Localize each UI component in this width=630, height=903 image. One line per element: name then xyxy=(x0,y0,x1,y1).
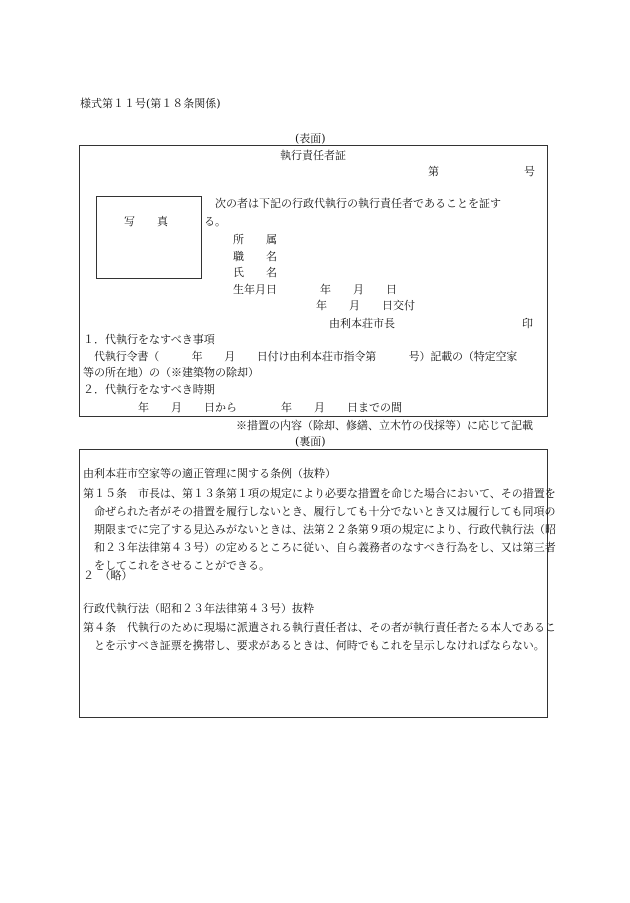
statement-line-2: る。 xyxy=(204,215,226,228)
form-number: 様式第１１号(第１８条関係) xyxy=(80,97,221,110)
ordinance-item-2: ２ （略） xyxy=(83,569,133,582)
note: ※措置の内容（除却、修繕、立木竹の伐採等）に応じて記載 xyxy=(236,419,533,432)
field-position: 職 名 xyxy=(233,250,277,263)
statement-line-1: 次の者は下記の行政代執行の執行責任者であることを証す xyxy=(215,197,501,210)
item2-heading: ２．代執行をなすべき時期 xyxy=(83,383,215,396)
number-suffix: 号 xyxy=(524,165,535,178)
birthdate-value: 年 月 日 xyxy=(287,283,397,296)
card-title: 執行責任者証 xyxy=(280,149,346,162)
article-15: 第１５条 市長は、第１３条第１項の規定により必要な措置を命じた場合において、その措置を命ぜられた者がその措置を履行しないとき、履行しても十分でないとき又は履行しても同項の期限までに完了する見込みがないときは、法第２２条第９項の規定により、行政代執行法（昭和２３年法律第４３号）の定めるところに従い、自ら義務者のなすべき行為をし、又は第三者をしてこれをさせることができる。 xyxy=(83,487,556,572)
ordinance-title: 由利本荘市空家等の適正管理に関する条例（抜粋） xyxy=(83,467,336,480)
photo-box xyxy=(96,196,202,279)
item1-line2: 等の所在地）の（※建築物の除却） xyxy=(83,366,259,379)
field-affiliation: 所 属 xyxy=(233,233,277,246)
issue-date: 年 月 日交付 xyxy=(316,299,415,312)
number-prefix: 第 xyxy=(428,165,439,178)
field-birthdate: 生年月日 xyxy=(233,283,277,296)
seal-mark: 印 xyxy=(522,317,533,330)
field-name: 氏 名 xyxy=(233,266,277,279)
item2-line: 年 月 日から 年 月 日までの間 xyxy=(138,401,402,414)
article-4: 第４条 代執行のために現場に派遣される執行責任者は、その者が執行責任者たる本人であることを示すべき証票を携帯し、要求があるときは、何時でもこれを呈示しなければならない。 xyxy=(83,621,556,652)
photo-label: 写 真 xyxy=(124,215,168,228)
item1-heading: １．代執行をなすべき事項 xyxy=(83,333,215,346)
back-label: (裏面) xyxy=(295,435,326,448)
issuer: 由利本荘市長 xyxy=(329,317,395,330)
front-label: (表面) xyxy=(295,132,326,145)
item1-line1: 代執行令書（ 年 月 日付け由利本荘市指令第 号）記載の（特定空家 xyxy=(94,350,518,363)
law-title: 行政代執行法（昭和２３年法律第４３号）抜粋 xyxy=(83,602,314,615)
